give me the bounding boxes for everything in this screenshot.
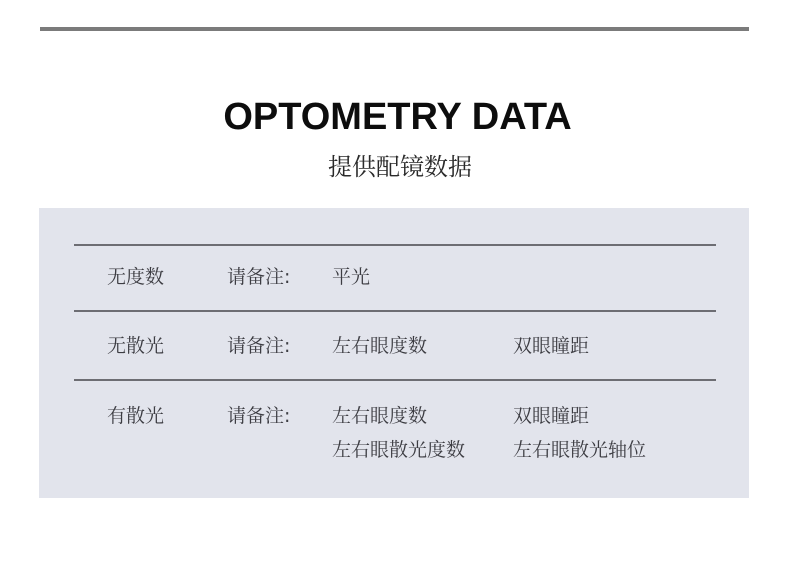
row-value: 双眼瞳距 (513, 335, 590, 357)
row-note-label: 请备注: (227, 405, 291, 427)
row-value: 平光 (332, 266, 371, 288)
row-value: 左右眼散光轴位 (513, 439, 647, 461)
row-value: 左右眼度数 (332, 405, 428, 427)
top-divider-bar (40, 27, 749, 31)
row-note-label: 请备注: (227, 335, 291, 357)
table-rule (74, 379, 716, 381)
row-value: 左右眼度数 (332, 335, 428, 357)
table-rule (74, 244, 716, 246)
row-note-label: 请备注: (227, 266, 291, 288)
table-rule (74, 310, 716, 312)
row-value: 双眼瞳距 (513, 405, 590, 427)
page-title: OPTOMETRY DATA (223, 96, 572, 138)
row-value: 左右眼散光度数 (332, 439, 466, 461)
page-subtitle: 提供配镜数据 (328, 153, 472, 181)
row-category: 无度数 (107, 266, 165, 288)
row-category: 无散光 (107, 335, 165, 357)
row-category: 有散光 (107, 405, 165, 427)
